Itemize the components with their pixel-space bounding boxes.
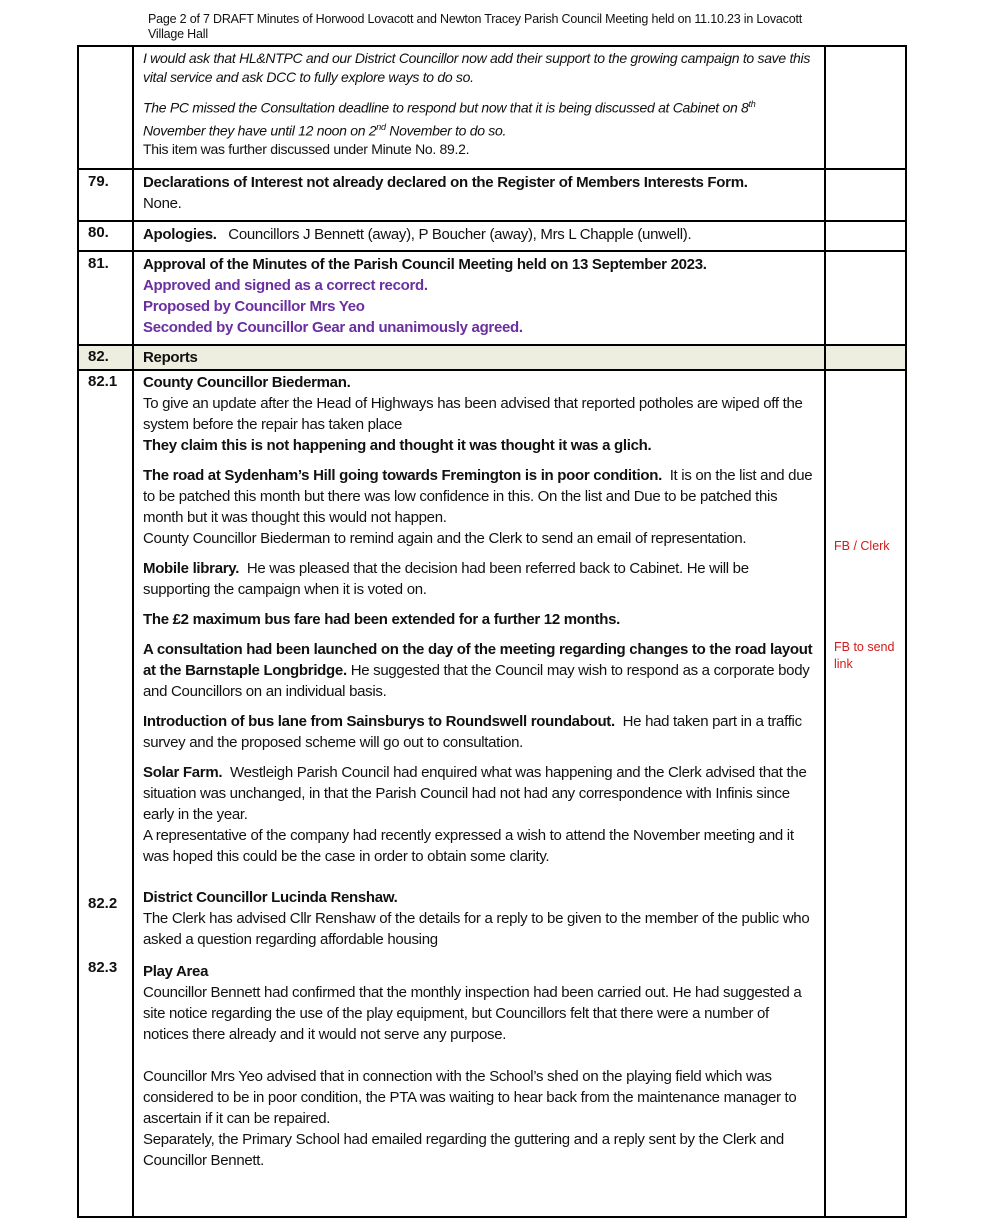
action-column-divider — [824, 47, 826, 1216]
minute-number: 82.3 — [88, 959, 118, 976]
minute-number: 81. — [88, 255, 109, 272]
minute-number: 82. — [88, 348, 109, 365]
report-paragraph: Councillor Bennett had confirmed that the monthly inspection had been carried out. He had suggested a site notice regarding the use of the play equipment, but Councillors felt that there were a number of notices there already and it would not serve any purpose. — [143, 984, 802, 1043]
minute-82 — [143, 347, 813, 368]
minutes-table — [77, 45, 907, 1218]
report-paragraph: A representative of the company had recently expressed a wish to attend the November meeting and it was hoped this could be the case in order to obtain some clarity. — [143, 827, 794, 865]
minute-82-3 — [143, 961, 813, 1171]
minute-82-2 — [143, 887, 813, 950]
report-paragraph: Mobile library. He was pleased that the decision had been referred back to Cabinet. He will be supporting the campaign when it is voted on. — [143, 560, 749, 598]
minute-number: 80. — [88, 224, 109, 241]
report-paragraph: The Clerk has advised Cllr Renshaw of the details for a reply to be given to the member of the public who asked a question regarding affordable housing — [143, 910, 810, 948]
intro-paragraph: This item was further discussed under Minute No. 89.2. — [143, 141, 470, 158]
minute-title: County Councillor Biederman. — [143, 374, 351, 391]
minute-line — [143, 224, 813, 245]
row-divider — [79, 168, 905, 170]
report-paragraph: Solar Farm. Westleigh Parish Council had enquired what was happening and the Clerk advised that the situation was unchanged, in that the Parish Council had not had any correspondence with Infinis since early in the year. — [143, 764, 807, 823]
minute-80 — [143, 224, 813, 245]
intro-paragraph: The PC missed the Consultation deadline to respond but now that it is being discussed at Cabinet on 8th November they have until 12 noon on 2nd November to do so. — [143, 99, 756, 139]
minute-title: Declarations of Interest not already declared on the Register of Members Interests Form. — [143, 174, 748, 191]
minute-title: Play Area — [143, 963, 209, 980]
row-divider — [79, 369, 905, 371]
action-note: FB / Clerk — [834, 539, 890, 553]
minute-title: Approval of the Minutes of the Parish Council Meeting held on 13 September 2023. — [143, 256, 707, 273]
minute-number: 82.1 — [88, 373, 118, 390]
resolution-line: Proposed by Councillor Mrs Yeo — [143, 298, 365, 315]
resolution-line: Approved and signed as a correct record. — [143, 277, 428, 294]
report-paragraph: Separately, the Primary School had emailed regarding the guttering and a reply sent by the Clerk and Councillor Bennett. — [143, 1131, 784, 1169]
minute-body: Councillors J Bennett (away), P Boucher (away), Mrs L Chapple (unwell). — [228, 226, 692, 243]
report-paragraph: The £2 maximum bus fare had been extended for a further 12 months. — [143, 611, 620, 628]
intro-text — [143, 49, 813, 159]
action-note: FB to send link — [834, 640, 895, 671]
minute-title: Reports — [143, 349, 198, 366]
row-divider — [79, 344, 905, 346]
minute-body: None. — [143, 195, 182, 212]
resolution-line: Seconded by Councillor Gear and unanimously agreed. — [143, 319, 523, 336]
page-header: Page 2 of 7 DRAFT Minutes of Horwood Lovacott and Newton Tracey Parish Council Meeting held on 11.10.23 in Lovacott Village Hall — [148, 12, 803, 41]
report-paragraph: They claim this is not happening and thought it was thought it was a glich. — [143, 437, 652, 454]
minute-81 — [143, 254, 813, 338]
minute-number: 82.2 — [88, 895, 118, 912]
minute-79 — [143, 172, 813, 214]
intro-paragraph: I would ask that HL&NTPC and our District Councillor now add their support to the growing campaign to save this vital service and ask DCC to fully explore ways to do so. — [143, 50, 811, 85]
report-paragraph: County Councillor Biederman to remind again and the Clerk to send an email of representation. — [143, 530, 747, 547]
report-paragraph: A consultation had been launched on the day of the meeting regarding changes to the road layout at the Barnstaple Longbridge. He suggested that the Council may wish to respond as a corporate body and Councillors on an individual basis. — [143, 641, 813, 700]
report-paragraph: To give an update after the Head of Highways has been advised that reported potholes are wiped off the system before the repair has taken place — [143, 395, 803, 433]
report-paragraph: Introduction of bus lane from Sainsburys to Roundswell roundabout. He had taken part in a traffic survey and the proposed scheme will go out to consultation. — [143, 713, 802, 751]
minute-title: District Councillor Lucinda Renshaw. — [143, 889, 398, 906]
minute-number: 79. — [88, 173, 109, 190]
report-paragraph: Councillor Mrs Yeo advised that in connection with the School’s shed on the playing field which was considered to be in poor condition, the PTA was waiting to hear back from the maintenance manager to ascertain if it can be repaired. — [143, 1068, 797, 1127]
minute-title: Apologies. — [143, 226, 217, 243]
number-column-divider — [132, 47, 134, 1216]
report-paragraph: The road at Sydenham’s Hill going towards Fremington is in poor condition. It is on the list and due to be patched this month but there was low confidence in this. On the list and Due to be patched this month but it was thought this would not happen. — [143, 467, 813, 526]
minute-82-1 — [143, 372, 813, 867]
row-divider — [79, 250, 905, 252]
row-divider — [79, 220, 905, 222]
